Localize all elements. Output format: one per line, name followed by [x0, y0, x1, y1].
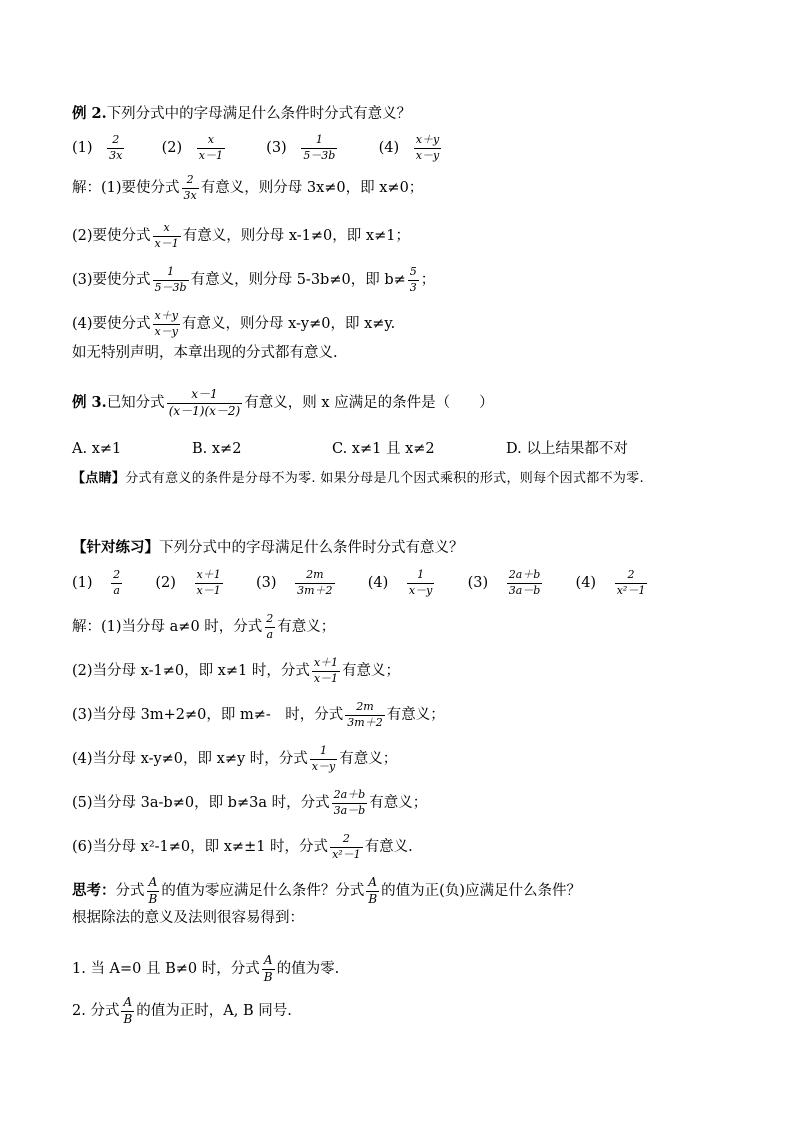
- numerator: 2a＋b: [508, 568, 541, 581]
- think-text: 的值为正(负)应满足什么条件？: [381, 883, 581, 900]
- item-label: (1): [72, 139, 93, 156]
- denominator: 3a－b: [508, 583, 541, 597]
- numerator: 2a＋b: [333, 788, 366, 801]
- example-3-options: [72, 442, 628, 457]
- solution-text: 有意义，则分母 3x≠0，即 x≠0；: [200, 179, 424, 196]
- denominator: x－y: [408, 583, 433, 597]
- denominator: 3x: [109, 148, 123, 162]
- denominator: B: [148, 891, 158, 906]
- item-label: (1): [72, 574, 93, 591]
- denominator: x－1: [198, 148, 223, 162]
- item-label: (4): [378, 139, 400, 156]
- think-label: 思考：: [72, 882, 116, 900]
- fraction: [345, 701, 384, 729]
- solution-text: 有意义，则分母 x-1≠0，即 x≠1；: [182, 227, 410, 244]
- solution-text: (3)要使分式: [72, 271, 151, 288]
- denominator: x－y: [154, 324, 178, 338]
- solution-text: (5)当分母 3a-b≠0，即 b≠3a 时，分式: [72, 794, 330, 811]
- fraction: [195, 569, 223, 597]
- denominator: a: [113, 583, 120, 597]
- fraction: [330, 833, 363, 861]
- denominator: 3x: [183, 188, 197, 202]
- numerator: x＋1: [196, 568, 221, 581]
- result-text: 2. 分式: [72, 1003, 120, 1020]
- solution-text: 有意义；: [369, 794, 428, 811]
- example-2-label: 例 2.: [72, 105, 107, 122]
- result-text: 的值为零.: [276, 961, 340, 978]
- solution-text: 解：(1)要使分式: [72, 179, 180, 196]
- fraction: [182, 174, 199, 202]
- practice-question: 下列分式中的字母满足什么条件时分式有意义？: [159, 540, 464, 556]
- denominator: x－1: [196, 583, 221, 597]
- denominator: 3m＋2: [297, 583, 333, 597]
- result-1: [72, 954, 339, 985]
- solution-text: 解：(1)当分母 a≠0 时，分式: [72, 618, 263, 635]
- fraction: [167, 388, 243, 419]
- denominator: 5－3b: [303, 148, 336, 162]
- fraction: [153, 266, 189, 294]
- solution-text: ；: [420, 271, 436, 288]
- numerator: A: [263, 953, 273, 967]
- denominator: B: [123, 1011, 133, 1026]
- denominator: x²－1: [332, 847, 361, 861]
- option-c: C. x≠1 且 x≠2: [332, 441, 435, 457]
- solution-text: (4)当分母 x-y≠0，即 x≠y 时，分式: [72, 750, 308, 767]
- numerator: x＋y: [154, 309, 178, 322]
- solution-text: 有意义；: [277, 618, 336, 635]
- tip-text: 分式有意义的条件是分母不为零. 如果分母是几个因式乘积的形式，则每个因式都不为零.: [125, 471, 644, 486]
- numerator: 1: [315, 133, 323, 146]
- numerator: 1: [417, 568, 425, 581]
- derive-sentence: 根据除法的意义及法则很容易得到：: [72, 910, 304, 926]
- option-a: A. x≠1: [72, 441, 122, 457]
- practice-solution-6: [72, 833, 413, 861]
- example-2-items: [72, 134, 443, 162]
- numerator: A: [123, 995, 133, 1009]
- fraction: [147, 876, 160, 907]
- fraction: [301, 134, 337, 162]
- solution-text: 有意义，则分母 5-3b≠0，即 b≠: [190, 271, 406, 288]
- example-2-question: 下列分式中的字母满足什么条件时分式有意义？: [106, 106, 412, 122]
- numerator: 2: [113, 568, 121, 581]
- numerator: 5: [409, 265, 417, 278]
- question-text: 有意义，则 x 应满足的条件是（ ）: [244, 395, 494, 412]
- denominator: 3a－b: [333, 803, 366, 817]
- denominator: a: [266, 627, 274, 641]
- item-label: (4): [575, 574, 597, 591]
- numerator: 2: [342, 832, 350, 845]
- numerator: x: [207, 133, 214, 146]
- solution-text: 有意义；: [339, 750, 398, 767]
- fraction: [262, 954, 275, 985]
- numerator: x＋y: [415, 133, 440, 146]
- numerator: 1: [167, 265, 175, 278]
- numerator: x＋1: [313, 656, 339, 669]
- denominator: (x－1)(x－2): [168, 403, 241, 418]
- fraction: [197, 134, 225, 162]
- think-text: 分式: [115, 883, 145, 900]
- solution-text: 有意义；: [342, 662, 401, 679]
- denominator: 3m＋2: [347, 715, 383, 729]
- fraction: [121, 996, 134, 1027]
- fraction: [407, 569, 434, 597]
- example-2-title: [72, 107, 411, 122]
- denominator: B: [263, 969, 273, 984]
- numerator: 2: [627, 568, 635, 581]
- numerator: 2: [266, 612, 274, 625]
- solution-text: 有意义.: [364, 838, 413, 855]
- fraction: [264, 613, 275, 641]
- solution-text: (2)要使分式: [72, 227, 151, 244]
- tip-block: [72, 465, 732, 492]
- denominator: 5－3b: [154, 280, 187, 294]
- example-2-note: [72, 346, 338, 361]
- fraction: [408, 266, 419, 294]
- numerator: A: [368, 875, 378, 889]
- tip-label: 【点睛】: [72, 471, 126, 486]
- numerator: 2m: [356, 700, 374, 713]
- option-b: B. x≠2: [192, 441, 242, 457]
- fraction: [414, 134, 441, 162]
- practice-solution-2: [72, 657, 400, 685]
- item-label: (2): [161, 139, 183, 156]
- fraction: [507, 569, 543, 597]
- example-2-solution-1: [72, 174, 423, 202]
- solution-text: 有意义，则分母 x-y≠0，即 x≠y.: [181, 315, 396, 332]
- numerator: x: [163, 221, 170, 234]
- fraction: [295, 569, 334, 597]
- fraction: [153, 310, 180, 338]
- practice-items: [72, 569, 649, 597]
- practice-solution-3: [72, 701, 445, 729]
- denominator: x－1: [154, 236, 179, 250]
- item-label: (4): [367, 574, 389, 591]
- derive-text: [72, 911, 304, 926]
- numerator: 2: [112, 133, 120, 146]
- fraction: [107, 134, 124, 162]
- item-label: (3): [266, 139, 287, 156]
- fraction: [332, 789, 368, 817]
- example-2-solution-3: [72, 266, 435, 294]
- numerator: x－1: [191, 387, 218, 401]
- practice-label: 【针对练习】: [72, 539, 159, 556]
- think-text: 的值为零应满足什么条件？分式: [161, 883, 365, 900]
- denominator: x²－1: [616, 583, 646, 597]
- practice-solution-4: [72, 745, 397, 773]
- practice-solution-5: [72, 789, 427, 817]
- solution-text: (4)要使分式: [72, 315, 151, 332]
- result-text: 的值为正时，A, B 同号.: [136, 1003, 292, 1020]
- practice-title: [72, 541, 464, 556]
- fraction: [111, 569, 122, 597]
- solution-text: (6)当分母 x²-1≠0，即 x≠±1 时，分式: [72, 838, 329, 855]
- solution-text: 有意义；: [386, 706, 445, 723]
- numerator: 2m: [306, 568, 324, 581]
- example-3-label: 例 3.: [72, 394, 107, 412]
- fraction: [312, 657, 340, 685]
- fraction: [153, 222, 181, 250]
- fraction: [615, 569, 648, 597]
- note-text: 如无特别声明，本章出现的分式都有意义.: [72, 345, 338, 361]
- fraction: [366, 876, 379, 907]
- example-3-question: [72, 388, 494, 419]
- numerator: 1: [319, 744, 327, 757]
- item-label: (3): [255, 574, 277, 591]
- solution-text: (2)当分母 x-1≠0，即 x≠1 时，分式: [72, 662, 310, 679]
- example-2-solution-2: [72, 222, 410, 250]
- numerator: 2: [186, 173, 194, 186]
- denominator: x－y: [415, 148, 440, 162]
- item-label: (3): [467, 574, 489, 591]
- example-2-solution-4: [72, 310, 395, 338]
- option-d: D. 以上结果都不对: [506, 441, 628, 457]
- denominator: 3: [409, 280, 417, 294]
- fraction: [310, 745, 337, 773]
- denominator: x－1: [313, 671, 339, 685]
- result-text: 1. 当 A=0 且 B≠0 时，分式: [72, 961, 260, 978]
- numerator: A: [148, 875, 158, 889]
- solution-text: (3)当分母 3m+2≠0，即 m≠- 时，分式: [72, 706, 344, 723]
- result-2: [72, 996, 292, 1027]
- think-question: [72, 876, 581, 907]
- denominator: B: [368, 891, 378, 906]
- practice-solution-1: [72, 613, 335, 641]
- item-label: (2): [155, 574, 176, 591]
- question-text: 已知分式: [106, 395, 165, 412]
- denominator: x－y: [311, 759, 336, 773]
